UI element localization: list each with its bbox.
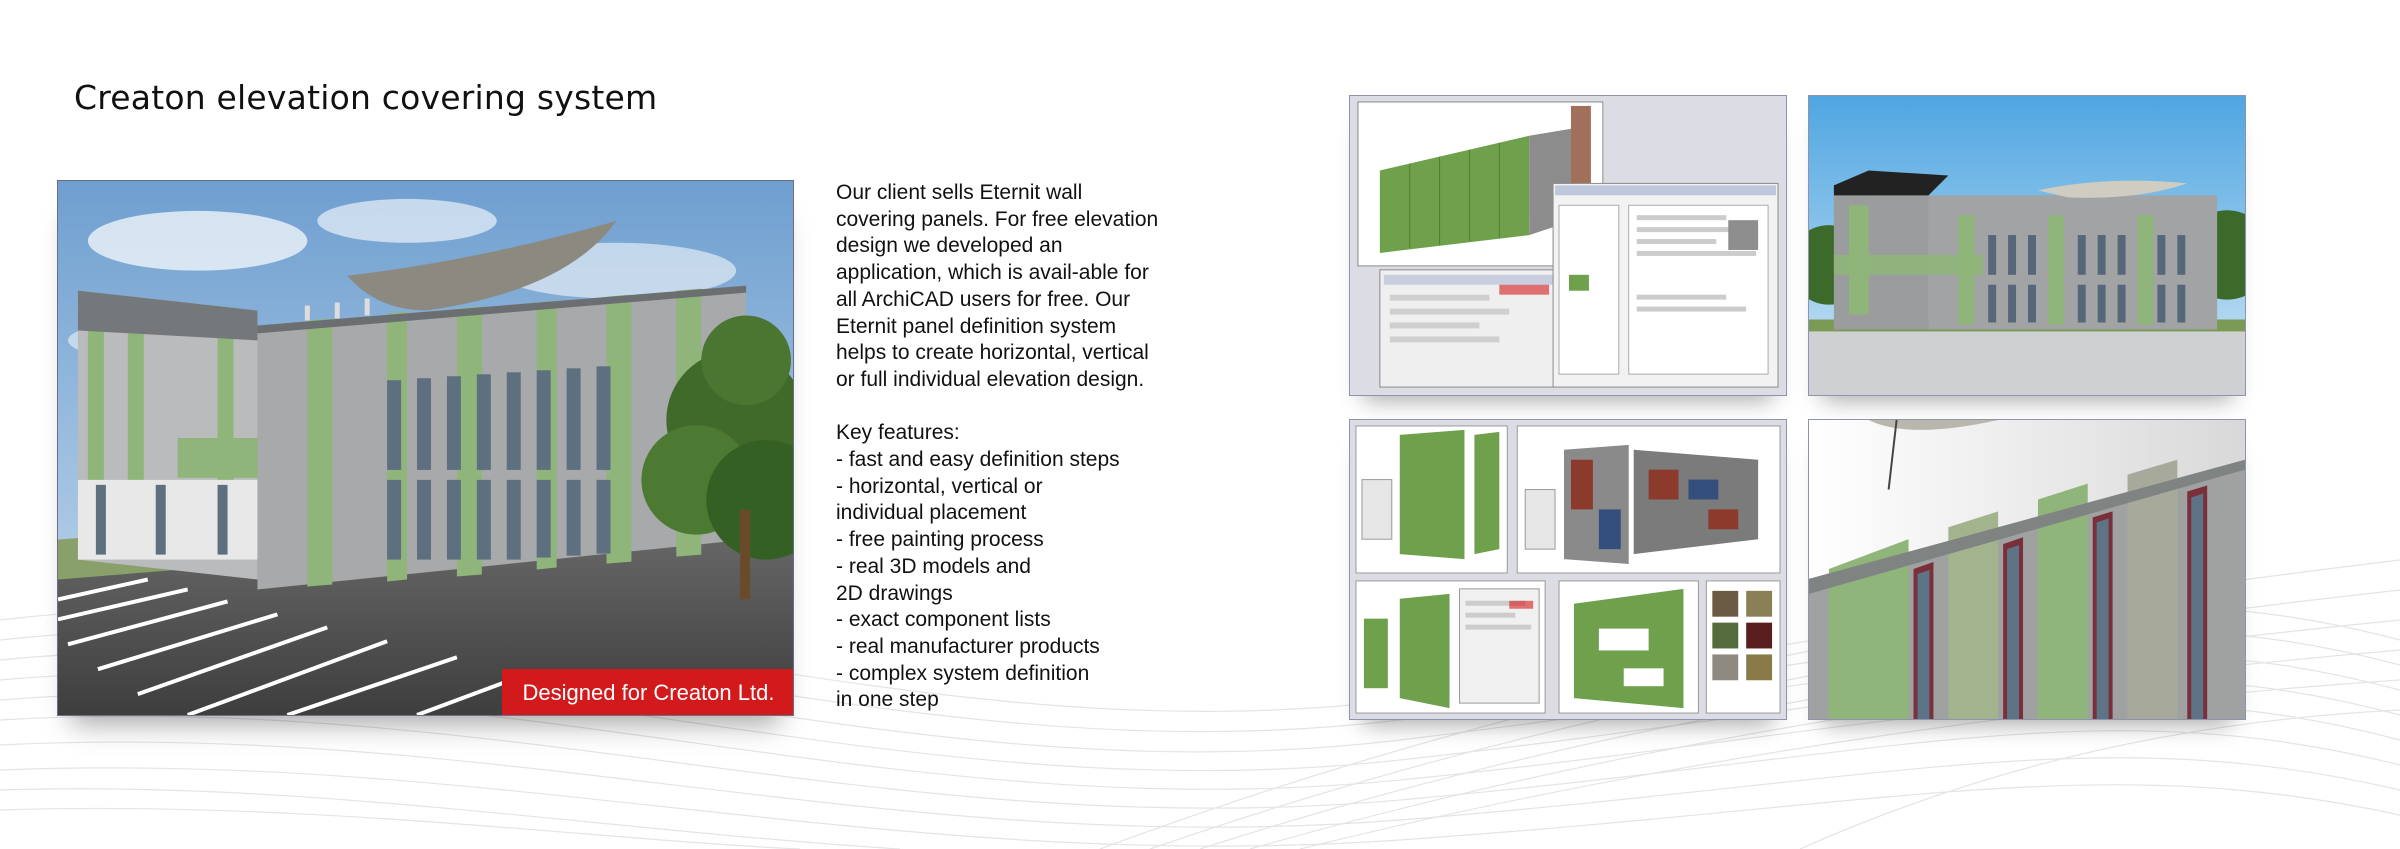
building-render-image-2 <box>1809 96 2245 395</box>
key-features-list <box>836 447 1166 714</box>
intro-paragraph: Our client sells Eternit wall covering panels. For free elevation design we developed an application, which is avail-able for all ArchiCAD users for free. Our Eternit panel definition system helps to create horizontal, vertical or full individual elevation design. <box>836 181 1159 391</box>
building-render-image <box>58 181 793 715</box>
feature-item: - complex system definition in one step <box>836 661 1090 712</box>
feature-item: - real manufacturer products <box>836 634 1100 658</box>
thumbnail-panel-variants <box>1349 419 1787 720</box>
facade-closeup-image <box>1809 420 2245 719</box>
feature-item: - horizontal, vertical or individual placement <box>836 474 1043 525</box>
thumbnail-software-dialogs <box>1349 95 1787 396</box>
panel-variants-image <box>1350 420 1786 719</box>
feature-item: - exact component lists <box>836 608 1051 632</box>
thumbnail-building-render <box>1808 95 2246 396</box>
hero-building-render <box>57 180 794 716</box>
designed-for-badge: Designed for Creaton Ltd. <box>502 669 794 716</box>
thumbnail-facade-closeup <box>1808 419 2246 720</box>
feature-item: - real 3D models and 2D drawings <box>836 554 1031 605</box>
feature-item: - free painting process <box>836 528 1044 552</box>
page-title: Creaton elevation covering system <box>74 78 658 117</box>
description-block <box>836 180 1166 714</box>
software-dialogs-image <box>1350 96 1786 395</box>
key-features-title: Key features: <box>836 421 960 445</box>
feature-item: - fast and easy definition steps <box>836 448 1120 472</box>
